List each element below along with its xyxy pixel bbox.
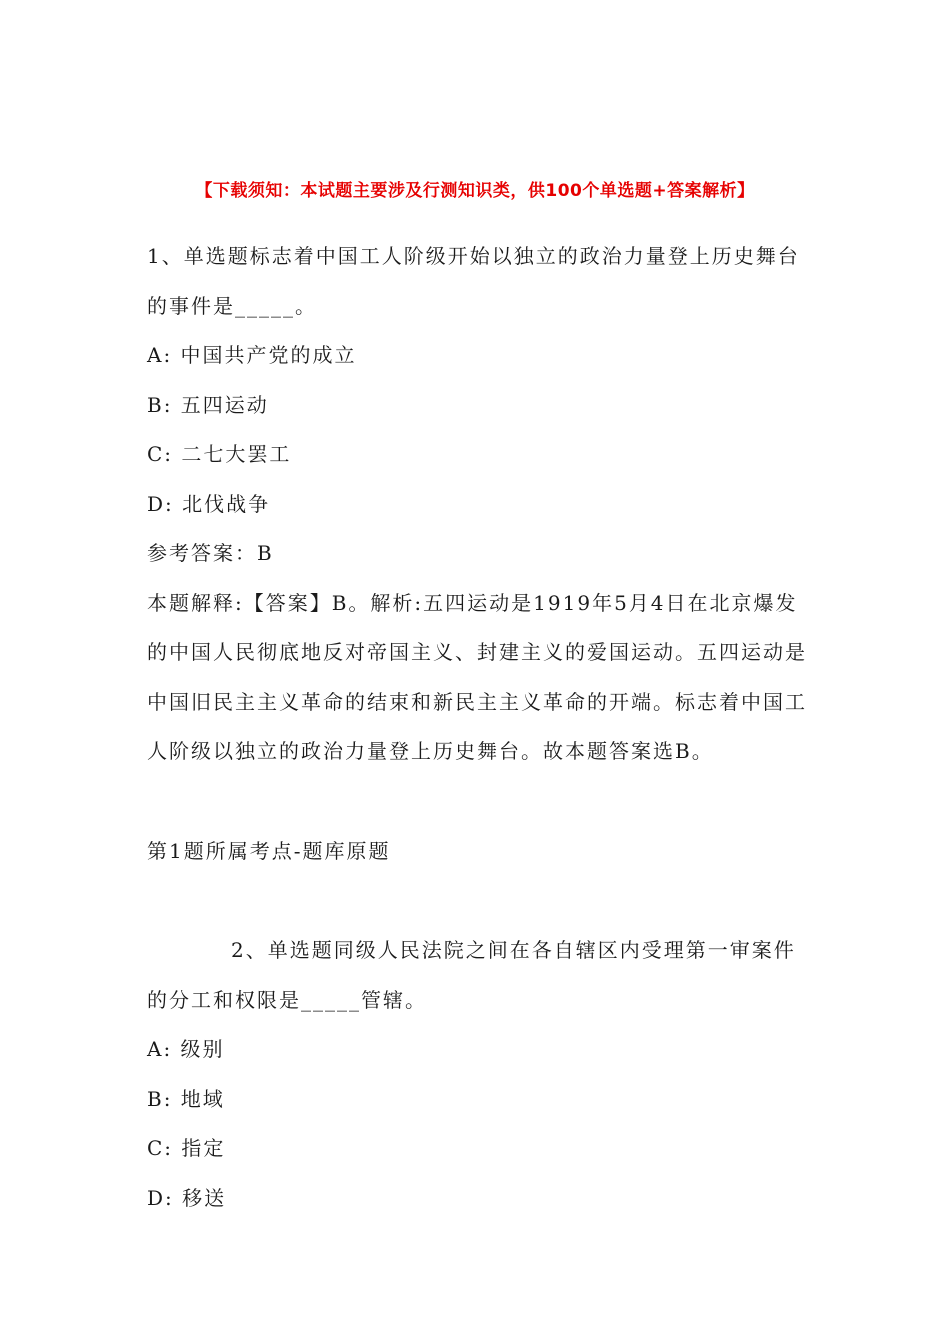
question-2-option-c: C: 指定 (147, 1136, 226, 1160)
question-2-option-a: A: 级别 (147, 1037, 225, 1061)
question-1-stem: 1、单选题标志着中国工人阶级开始以独立的政治力量登上历史舞台的事件是_____。 (147, 244, 800, 318)
question-2-option-b: B: 地域 (147, 1086, 225, 1111)
question-2-stem: 2、单选题同级人民法院之间在各自辖区内受理第一审案件的分工和权限是_____管辖。 (147, 938, 796, 1012)
question-1-explanation: 本题解释:【答案】B。解析:五四运动是1919年5月4日在北京爆发的中国人民彻底地反对帝国主义、封建主义的爱国运动。五四运动是中国旧民主主义革命的结束和新民主主义革命的开端。标志着中国工人阶级以独立的政治力量登上历史舞台。故本题答案选B。 (147, 590, 807, 763)
question-1-option-a: A: 中国共产党的成立 (147, 343, 357, 367)
question-list (147, 232, 807, 1223)
download-notice: 【下载须知：本试题主要涉及行测知识类，供100个单选题+答案解析】 (195, 181, 755, 201)
spacer (147, 777, 807, 827)
question-1-option-d: D: 北伐战争 (147, 491, 271, 516)
question-1-answer: 参考答案：B (147, 541, 274, 565)
question-1-topic: 第1题所属考点-题库原题 (147, 838, 391, 863)
question-1-option-c: C: 二七大罢工 (147, 442, 292, 466)
spacer (147, 876, 807, 926)
question-2-option-d: D: 移送 (147, 1185, 227, 1210)
question-1-option-b: B: 五四运动 (147, 392, 269, 417)
